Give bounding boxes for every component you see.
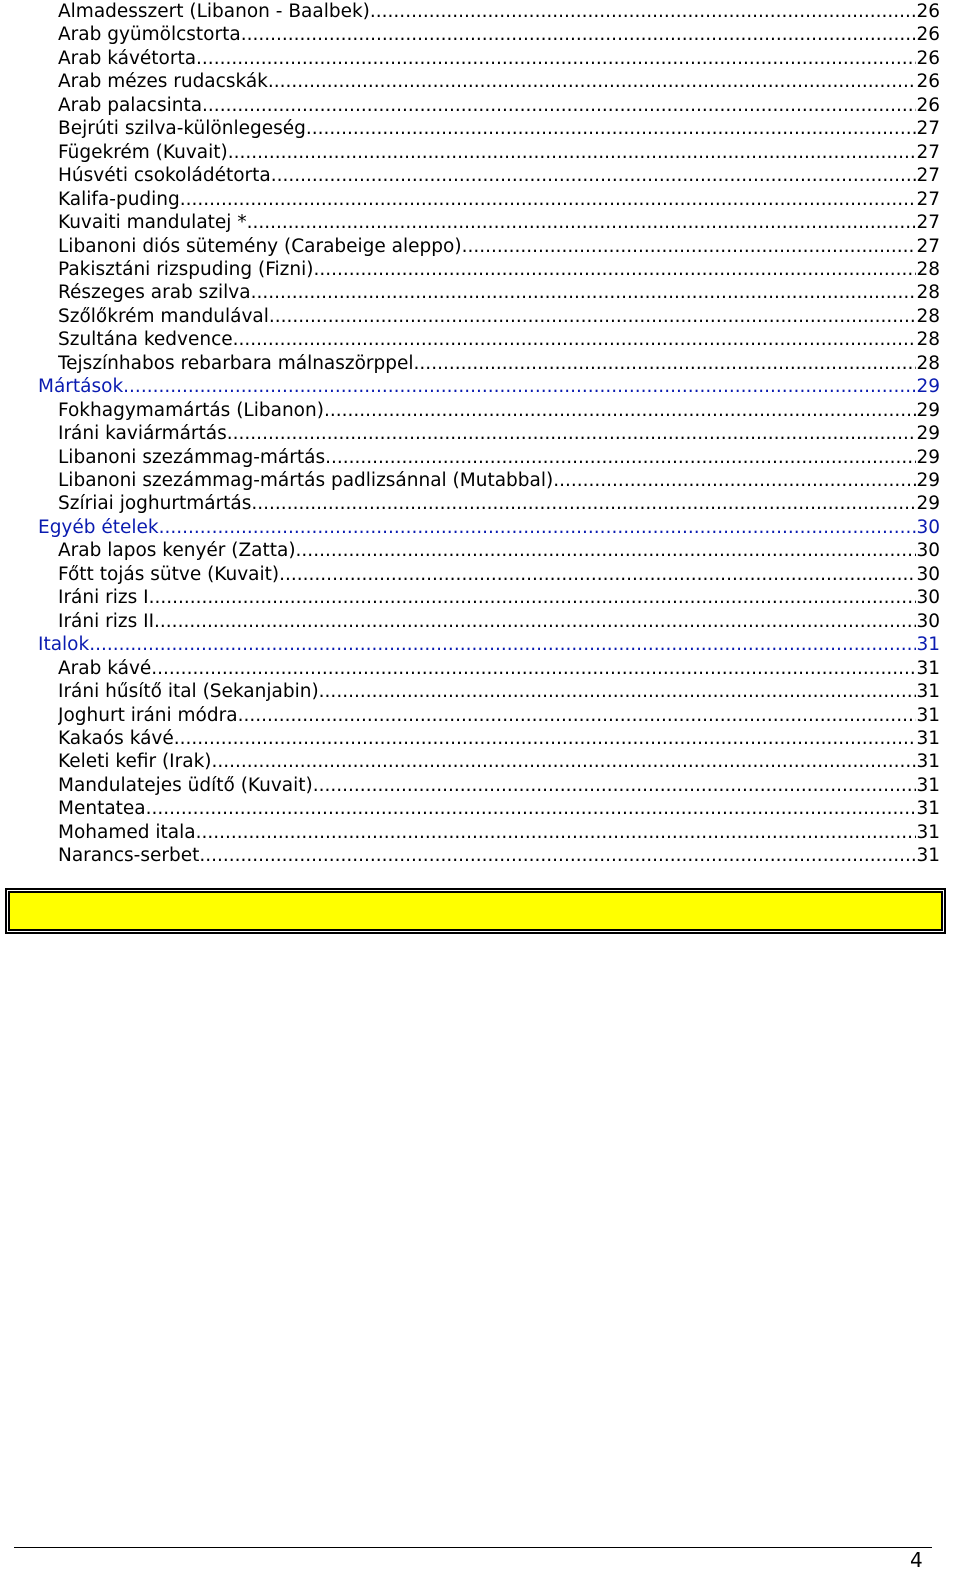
toc-entry[interactable]	[58, 23, 940, 47]
toc-entry[interactable]	[58, 469, 940, 493]
toc-entry-label: Mártások	[38, 376, 124, 398]
dot-leader	[251, 281, 917, 305]
toc-entry[interactable]	[58, 328, 940, 352]
toc-entry-label: Kakaós kávé	[58, 727, 174, 749]
toc-entry[interactable]	[58, 305, 940, 329]
yellow-banner	[5, 888, 946, 934]
toc-entry[interactable]	[58, 281, 940, 305]
toc-entry-label: Arab gyümölcstorta	[58, 24, 241, 46]
dot-leader	[160, 610, 917, 634]
toc-entry-page: 28	[916, 352, 940, 374]
toc-entry[interactable]	[58, 539, 940, 563]
toc-entry-page: 31	[916, 681, 940, 703]
dot-leader	[241, 23, 917, 47]
toc-entry[interactable]	[58, 586, 940, 610]
dot-leader	[212, 750, 917, 774]
toc-entry-page: 30	[916, 540, 940, 562]
toc-entry[interactable]	[58, 164, 940, 188]
toc-entry[interactable]	[58, 727, 940, 751]
toc-entry-label: Arab kávétorta	[58, 47, 197, 69]
page-number: 4	[910, 1548, 923, 1572]
toc-entry[interactable]	[58, 258, 940, 282]
toc-entry[interactable]	[58, 563, 940, 587]
toc-entry-page: 31	[916, 821, 940, 843]
dot-leader	[370, 0, 917, 24]
dot-leader	[227, 422, 917, 446]
toc-entry-label: Libanoni szezámmag-mártás padlizsánnal (Mutabbal)	[58, 470, 554, 491]
toc-entry-label: Bejrúti szilva-különlegeség	[58, 118, 306, 140]
toc-entry-page: 29	[916, 399, 940, 421]
toc-entry[interactable]	[58, 0, 940, 24]
toc-entry-page: 28	[916, 305, 940, 327]
toc-entry-page: 27	[916, 165, 940, 187]
dot-leader	[174, 727, 917, 751]
toc-entry-page: 27	[916, 141, 940, 163]
dot-leader	[154, 586, 916, 610]
toc-entry-page: 30	[916, 610, 940, 632]
dot-leader	[313, 258, 916, 282]
toc-entry-page: 31	[916, 704, 940, 726]
toc-entry-page: 31	[916, 657, 940, 679]
toc-entry-page: 27	[916, 212, 940, 234]
toc-entry-label: Libanoni szezámmag-mártás	[58, 446, 326, 468]
toc-entry-page: 28	[916, 282, 940, 304]
toc-entry[interactable]	[58, 188, 940, 212]
toc-entry-page: 26	[916, 47, 940, 69]
toc-entry-label: Iráni hűsítő ital (Sekanjabin)	[58, 681, 319, 703]
toc-entry-label: Egyéb ételek	[38, 516, 159, 538]
toc-entry[interactable]	[58, 422, 940, 446]
dot-leader	[268, 70, 917, 94]
toc-entry-label: Iráni rizs II.	[58, 610, 160, 632]
dot-leader	[123, 375, 916, 399]
toc-entry-page: 26	[916, 71, 940, 93]
dot-leader	[319, 680, 917, 704]
dot-leader	[279, 563, 916, 587]
dot-leader	[553, 469, 916, 493]
toc-entry[interactable]	[58, 704, 940, 728]
dot-leader	[251, 492, 916, 516]
toc-entry-label: Arab mézes rudacskák	[58, 71, 268, 93]
toc-entry-page: 31	[916, 845, 940, 867]
toc-entry-label: Libanoni diós sütemény (Carabeige aleppo)	[58, 235, 462, 257]
toc-entry-label: Mandulatejes üdítő (Kuvait)	[58, 774, 313, 796]
toc-entry-page: 26	[916, 24, 940, 46]
toc-entry-label: Kuvaiti mandulatej *	[58, 212, 247, 234]
toc-entry[interactable]	[58, 821, 940, 845]
toc-entry-label: Fügekrém (Kuvait)	[58, 141, 228, 163]
dot-leader	[306, 117, 917, 141]
toc-entry-label: Iráni kaviármártás	[58, 423, 227, 445]
toc-entry-page: 29	[916, 446, 940, 468]
toc-entry-page: 30	[916, 587, 940, 609]
toc-entry-page: 29	[916, 423, 940, 445]
toc-entry-label: Mentatea	[58, 798, 146, 820]
dot-leader	[199, 844, 916, 868]
toc-entry-page: 26	[916, 1, 940, 22]
toc-entry-label: Szultána kedvence	[58, 329, 233, 351]
toc-entry-page: 26	[916, 94, 940, 116]
toc-entry[interactable]	[58, 94, 940, 118]
toc-entry[interactable]	[58, 446, 940, 470]
toc-entry[interactable]	[58, 657, 940, 681]
dot-leader	[180, 188, 917, 212]
toc-entry-page: 27	[916, 118, 940, 140]
toc-section-entry[interactable]	[38, 633, 940, 657]
dot-leader	[151, 657, 916, 681]
toc-entry-label: Szíriai joghurtmártás	[58, 493, 252, 515]
toc-entry-page: 28	[916, 329, 940, 351]
dot-leader	[196, 821, 917, 845]
dot-leader	[325, 446, 916, 470]
toc-entry[interactable]	[58, 750, 940, 774]
toc-entry-label: Szőlőkrém mandulával	[58, 305, 269, 327]
dot-leader	[269, 305, 917, 329]
dot-leader	[296, 539, 917, 563]
toc-entry-page: 31	[916, 634, 940, 656]
toc-entry-page: 29	[916, 493, 940, 515]
toc-section-entry[interactable]	[38, 516, 940, 540]
dot-leader	[159, 516, 917, 540]
dot-leader	[313, 774, 917, 798]
toc-entry[interactable]	[58, 211, 940, 235]
dot-leader	[202, 94, 916, 118]
toc-section-entry[interactable]	[38, 375, 940, 399]
dot-leader	[233, 328, 917, 352]
toc-entry-label: Főtt tojás sütve (Kuvait)	[58, 563, 280, 585]
dot-leader	[271, 164, 917, 188]
dot-leader	[414, 352, 917, 376]
toc-entry-label: Arab lapos kenyér (Zatta)	[58, 540, 296, 562]
toc-entry-label: Arab kávé	[58, 657, 152, 679]
toc-entry[interactable]	[58, 774, 940, 798]
toc-entry-page: 31	[916, 727, 940, 749]
toc-entry-label: Mohamed itala	[58, 821, 196, 843]
toc-entry-page: 30	[916, 516, 940, 538]
dot-leader	[324, 399, 917, 423]
toc-entry[interactable]	[58, 797, 940, 821]
toc-entry[interactable]	[58, 844, 940, 868]
toc-entry-label: Keleti kefir (Irak)	[58, 751, 212, 773]
toc-entry-label: Almadesszert (Libanon - Baalbek)	[58, 1, 370, 22]
toc-entry[interactable]	[58, 680, 940, 704]
toc-entry[interactable]	[58, 235, 940, 259]
footer-divider	[14, 1547, 932, 1548]
toc-entry-page: 30	[916, 563, 940, 585]
toc-entry-page: 29	[916, 470, 940, 491]
dot-leader	[228, 141, 917, 165]
dot-leader	[462, 235, 917, 259]
toc-entry-label: Fokhagymamártás (Libanon)	[58, 399, 324, 421]
toc-entry-page: 31	[916, 774, 940, 796]
toc-entry-page: 27	[916, 188, 940, 210]
toc-entry[interactable]	[58, 399, 940, 423]
toc-entry[interactable]	[58, 70, 940, 94]
toc-entry[interactable]	[58, 117, 940, 141]
toc-entry-label: Húsvéti csokoládétorta	[58, 165, 271, 187]
toc-entry-page: 28	[916, 258, 940, 280]
toc-entry-label: Arab palacsinta	[58, 94, 203, 116]
toc-entry-page: 31	[916, 798, 940, 820]
toc-entry-label: Tejszínhabos rebarbara málnaszörppel	[58, 352, 414, 374]
toc-entry-label: Italok	[38, 634, 90, 656]
toc-entry-page: 29	[916, 376, 940, 398]
toc-entry-label: Iráni rizs I.	[58, 587, 155, 609]
toc-entry-label: Részeges arab szilva	[58, 282, 251, 304]
toc-entry[interactable]	[58, 610, 940, 634]
dot-leader	[196, 47, 916, 71]
toc-entry[interactable]	[58, 352, 940, 376]
toc-entry[interactable]	[58, 492, 940, 516]
toc-entry[interactable]	[58, 47, 940, 71]
dot-leader	[89, 633, 916, 657]
toc-entry-label: Narancs-serbet	[58, 845, 200, 867]
dot-leader	[146, 797, 917, 821]
dot-leader	[238, 704, 917, 728]
toc-entry-label: Kalifa-puding	[58, 188, 180, 210]
toc-entry-label: Joghurt iráni módra	[58, 704, 238, 726]
toc-entry[interactable]	[58, 141, 940, 165]
toc-entry-page: 31	[916, 751, 940, 773]
toc-entry-page: 27	[916, 235, 940, 257]
dot-leader	[247, 211, 917, 235]
toc-entry-label: Pakisztáni rizspuding (Fizni)	[58, 258, 314, 280]
